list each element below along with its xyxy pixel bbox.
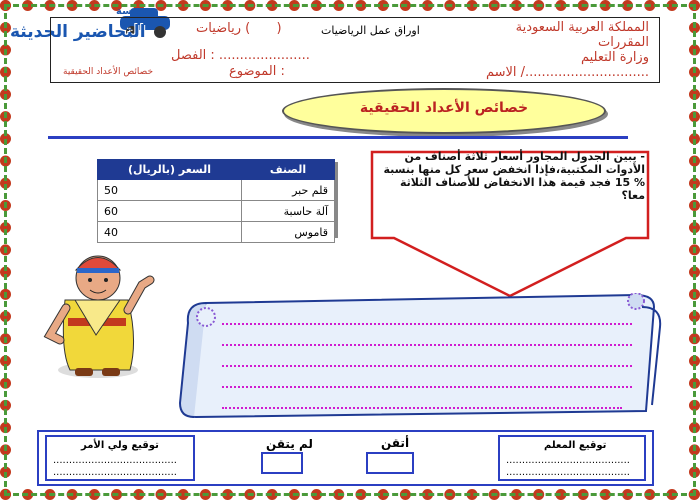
mastered-label: أتقن — [381, 436, 410, 450]
answer-line[interactable] — [222, 407, 622, 409]
item-header: الصنف — [242, 160, 335, 180]
worksheet-title: خصائص الأعداد الحقيقية — [359, 100, 529, 116]
decisions-label: المقررات — [598, 35, 649, 50]
topic-value: خصائص الأعداد الحقيقية — [63, 67, 154, 77]
parent-signature-line[interactable]: ....................................... — [53, 455, 177, 466]
ministry-label: وزارة التعليم — [580, 50, 649, 65]
parent-signature-line[interactable]: ....................................... — [53, 467, 177, 478]
price-cell: 60 — [98, 201, 242, 222]
teacher-signature-box — [498, 435, 646, 481]
price-header: السعر (بالريال) — [98, 160, 242, 180]
parent-signature-box — [45, 435, 195, 481]
student-name-field: الاسم /.............................. — [485, 65, 649, 80]
worksheet-header — [50, 17, 660, 83]
price-table — [97, 159, 335, 243]
table-header-row — [98, 160, 335, 180]
logo-title: التحاضير الحديثة — [10, 22, 146, 42]
divider-line — [48, 136, 628, 139]
worksheets-label: اوراق عمل الرياضيات — [321, 24, 420, 37]
teacher-signature-label: توقيع المعلم — [544, 440, 607, 451]
answer-scroll — [176, 293, 666, 423]
answer-line[interactable] — [222, 386, 632, 388]
table-row — [98, 180, 335, 201]
parent-signature-label: توقيع ولي الأمر — [81, 440, 159, 451]
answer-line[interactable] — [222, 344, 632, 346]
item-cell: آلة حاسبة — [242, 201, 335, 222]
answer-line[interactable] — [222, 323, 632, 325]
price-cell: 40 — [98, 222, 242, 243]
teacher-signature-line[interactable]: ....................................... — [506, 467, 630, 478]
question-text: - يبين الجدول المجاور أسعار ثلاثة أصناف من الأدوات المكتبية،فإذا انخفض سعر كل منها بنسبة % 15 فجد قيمة هذا الانخفاض للأصناف الثلاثة معا؟ — [383, 150, 645, 202]
price-cell: 50 — [98, 180, 242, 201]
logo-subtitle: مؤسسة — [116, 6, 155, 17]
boy-character-illustration — [30, 240, 160, 385]
not-mastered-label: لم يتقن — [266, 437, 313, 451]
class-field: الفصل : ...................... — [171, 48, 310, 63]
subject-label: رياضيات ( ) — [196, 21, 282, 36]
answer-line[interactable] — [222, 365, 632, 367]
mastered-checkbox[interactable] — [366, 452, 414, 474]
item-cell: قاموس — [242, 222, 335, 243]
item-cell: قلم حبر — [242, 180, 335, 201]
worksheet-title-banner — [282, 88, 606, 134]
teacher-signature-line[interactable]: ....................................... — [506, 455, 630, 466]
topic-label: الموضوع : — [229, 64, 285, 79]
kingdom-label: المملكة العربية السعودية — [515, 20, 649, 35]
table-row — [98, 201, 335, 222]
not-mastered-checkbox[interactable] — [261, 452, 303, 474]
signature-footer — [37, 430, 654, 486]
